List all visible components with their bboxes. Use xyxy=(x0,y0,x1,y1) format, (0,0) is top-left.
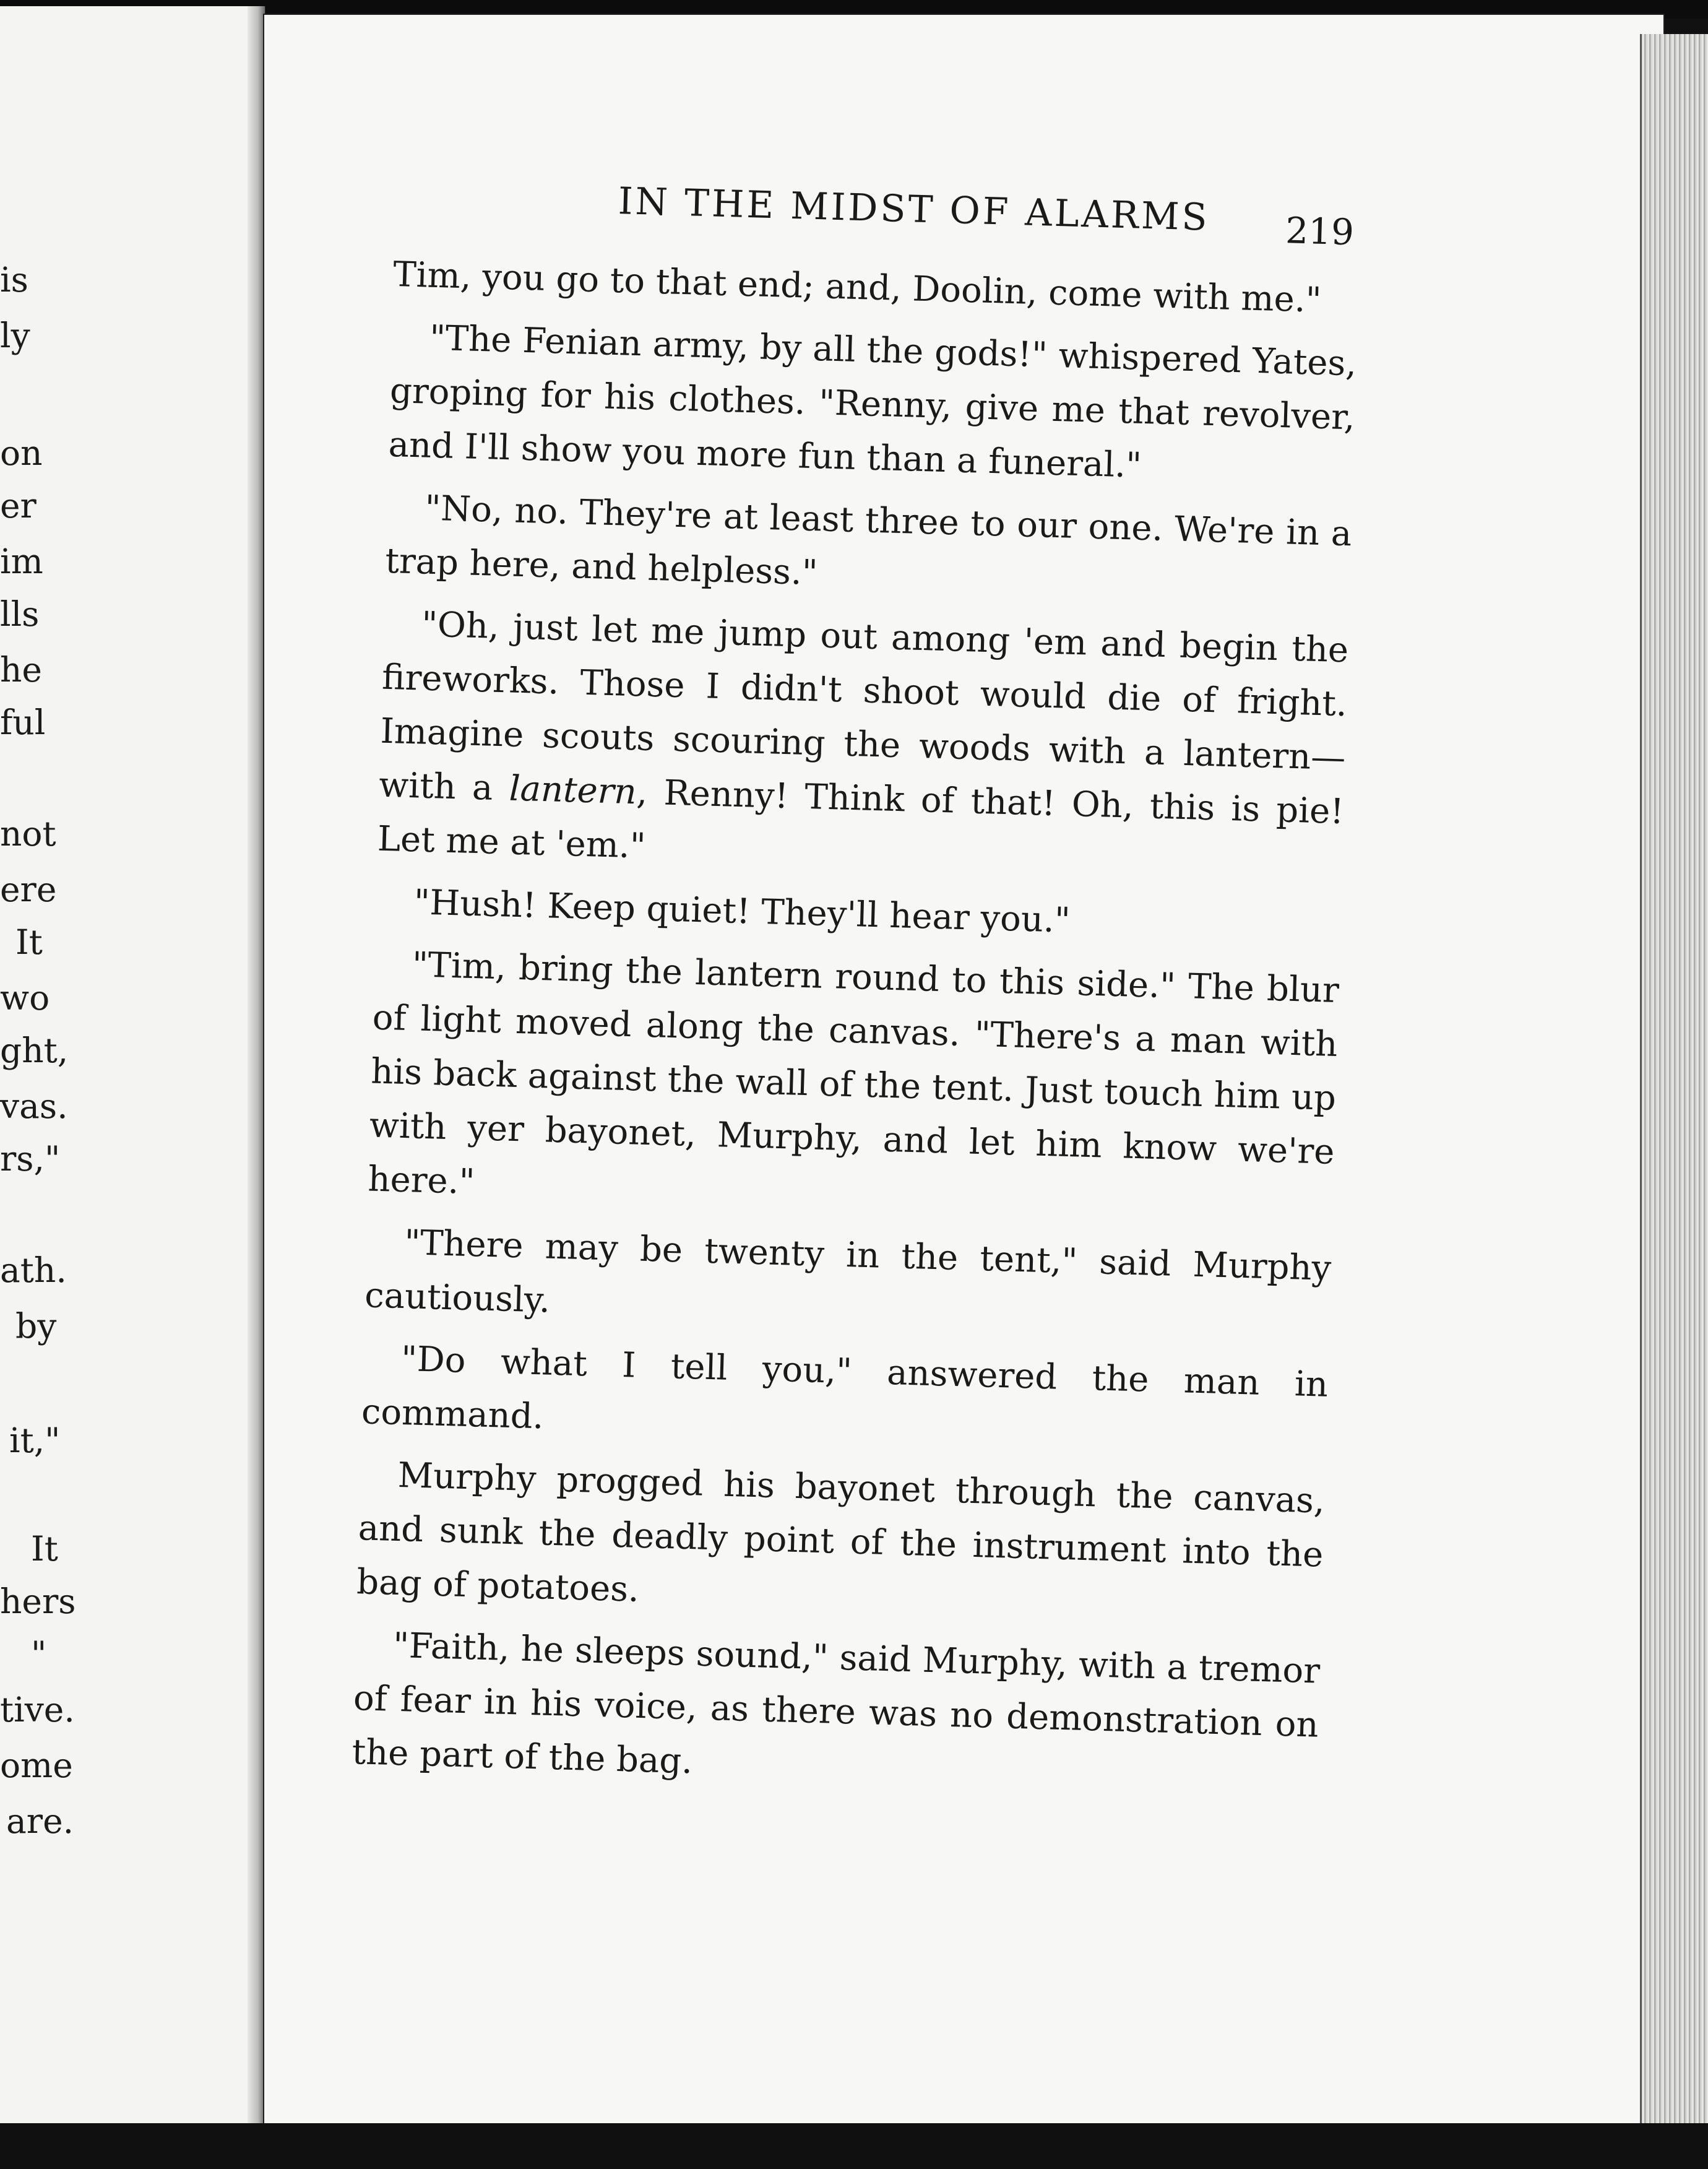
left-line-fragment: it," xyxy=(9,1421,61,1460)
paragraph: "Tim, bring the lantern round to this side." The blur of light moved along the canvas. "There's a man with his back against the wall of the tent. Just touch him up with yer bayonet, Murphy, and let him know we're here." xyxy=(367,945,1340,1203)
page-number: 219 xyxy=(1285,209,1355,254)
left-line-fragment: hers xyxy=(0,1582,76,1621)
left-line-fragment: rs," xyxy=(0,1139,61,1179)
book-gutter xyxy=(248,6,265,2123)
page-edges xyxy=(1640,34,1708,2139)
left-line-fragment: im xyxy=(0,542,43,581)
left-line-fragment: not xyxy=(0,814,56,854)
left-line-fragment: wo xyxy=(0,978,50,1018)
paragraph: "Faith, he sleeps sound," said Murphy, with a tremor of fear in his voice, as there was no demonstration on the part of the bag. xyxy=(351,1625,1321,1782)
left-line-fragment: are. xyxy=(6,1801,74,1841)
left-line-fragment: " xyxy=(31,1634,47,1674)
left-line-fragment: ome xyxy=(0,1746,73,1785)
paragraph: Murphy progged his bayonet through the canvas, and sunk the deadly point of the instrument into the bag of potatoes. xyxy=(356,1455,1326,1610)
left-line-fragment: ly xyxy=(0,316,30,355)
left-line-fragment: ful xyxy=(0,703,46,742)
paragraph: "Do what I tell you," answered the man in command. xyxy=(361,1338,1329,1437)
italic-emphasis: lantern xyxy=(508,768,637,813)
left-line-fragment: on xyxy=(0,433,43,473)
running-title: IN THE MIDST OF ALARMS xyxy=(617,180,1210,240)
left-line-fragment: lls xyxy=(0,594,40,634)
left-page xyxy=(0,6,265,2123)
left-page-text-fragments xyxy=(0,6,248,2123)
paragraph-text: , Renny! Think of that! Oh, this is pie! Let me at 'em." xyxy=(377,772,1345,867)
scan-bottom-edge xyxy=(0,2123,1708,2169)
left-line-fragment: ere xyxy=(0,870,57,909)
paragraph: "The Fenian army, by all the gods!" whispered Yates, groping for his clothes. "Renny, give me that revolver, and I'll show you more fun than a funeral." xyxy=(387,318,1357,486)
left-line-fragment: It xyxy=(15,922,43,962)
paragraph: "No, no. They're at least three to our one. We're in a trap here, and helpless." xyxy=(384,488,1353,594)
paragraph: "There may be twenty in the tent," said Murphy cautiously. xyxy=(364,1223,1332,1321)
page-text xyxy=(351,173,1361,1815)
left-line-fragment: ght, xyxy=(0,1031,69,1070)
left-line-fragment: he xyxy=(0,650,42,690)
left-line-fragment: is xyxy=(0,260,28,300)
left-line-fragment: It xyxy=(31,1529,58,1569)
left-line-fragment: by xyxy=(15,1306,57,1346)
paragraph: Tim, you go to that end; and, Doolin, come with me." xyxy=(392,254,1322,321)
left-line-fragment: vas. xyxy=(0,1086,68,1126)
paragraph-text: "Oh, just let me jump out among 'em and begin the fireworks. Those I didn't shoot would die of fright. Imagine scouts scouring the woods with a lantern—with a xyxy=(378,604,1349,809)
left-line-fragment: er xyxy=(0,486,37,526)
paragraph xyxy=(377,597,1350,893)
left-line-fragment: tive. xyxy=(0,1690,75,1730)
paragraph: "Hush! Keep quiet! They'll hear you." xyxy=(413,882,1071,941)
left-line-fragment: ath. xyxy=(0,1250,67,1290)
